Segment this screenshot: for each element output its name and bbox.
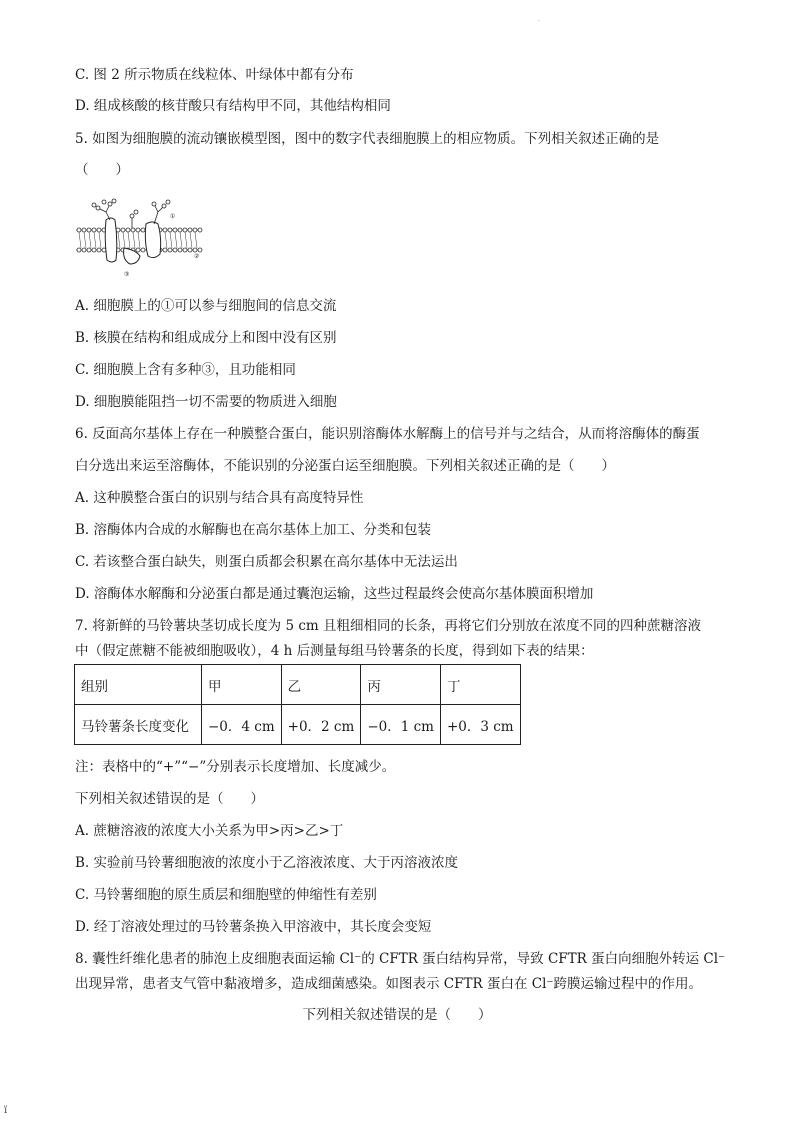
lipid-heads-lower bbox=[77, 248, 202, 252]
q6-stem-line2: 白分选出来运至溶酶体，不能识别的分泌蛋白运至细胞膜。下列相关叙述正确的是（ ） bbox=[75, 458, 615, 474]
q5-option-d: D. 细胞膜能阻挡一切不需要的物质进入细胞 bbox=[75, 394, 337, 410]
q7-option-d: D. 经丁溶液处理过的马铃薯条换入甲溶液中，其长度会变短 bbox=[75, 919, 432, 935]
q6-option-c: C. 若该整合蛋白缺失，则蛋白质都会积累在高尔基体中无法运出 bbox=[75, 554, 458, 570]
q6-option-d: D. 溶酶体水解酶和分泌蛋白都是通过囊泡运输，这些过程最终会使高尔基体膜面积增加 bbox=[75, 586, 594, 602]
membrane-proteins bbox=[105, 218, 160, 264]
table-cell: 乙 bbox=[281, 665, 361, 705]
q5-option-c: C. 细胞膜上含有多种③，且功能相同 bbox=[75, 362, 296, 378]
table-cell: 组别 bbox=[75, 665, 202, 705]
fluid-mosaic-membrane-figure bbox=[74, 198, 206, 282]
table-header-row bbox=[75, 665, 521, 705]
q5-option-a: A. 细胞膜上的①可以参与细胞间的信息交流 bbox=[75, 298, 337, 314]
q8-stem-line2: 出现异常，患者支气管中黏液增多，造成细菌感染。如图表示 CFTR 蛋白在 Cl⁻跨膜运输过程中的作用。 bbox=[75, 976, 703, 992]
table-cell: +0．3 cm bbox=[440, 705, 520, 745]
q7-stem-line2: 中（假定蔗糖不能被细胞吸收），4 h 后测量每组马铃薯条的长度，得到如下表的结果： bbox=[75, 643, 594, 659]
q7-option-c: C. 马铃薯细胞的原生质层和细胞壁的伸缩性有差别 bbox=[75, 887, 377, 903]
table-cell: +0．2 cm bbox=[281, 705, 361, 745]
q7-table-note: 注：表格中的“+”“−”分别表示长度增加、长度减少。 bbox=[75, 759, 396, 775]
q5-answer-bracket: （ ） bbox=[75, 162, 129, 178]
corner-mark: ï bbox=[4, 1105, 8, 1116]
q4-option-d: D. 组成核酸的核苷酸只有结构甲不同，其他结构相同 bbox=[75, 98, 391, 114]
q8-stem-line1: 8. 囊性纤维化患者的肺泡上皮细胞表面运输 Cl⁻的 CFTR 蛋白结构异常，导致 CFTR 蛋白向细胞外转运 Cl⁻ bbox=[75, 951, 726, 967]
q6-stem-line1: 6. 反面高尔基体上存在一种膜整合蛋白，能识别溶酶体水解酶上的信号并与之结合，从而将溶酶体的酶蛋 bbox=[75, 426, 700, 442]
q6-option-b: B. 溶酶体内合成的水解酶也在高尔基体上加工、分类和包装 bbox=[75, 522, 432, 538]
potato-strip-length-table bbox=[74, 664, 521, 745]
q7-stem-line1: 7. 将新鲜的马铃薯块茎切成长度为 5 cm 且粗细相同的长条，再将它们分别放在浓度不同的四种蔗糖溶液 bbox=[75, 618, 701, 634]
q7-option-a: A. 蔗糖溶液的浓度大小关系为甲>丙>乙>丁 bbox=[75, 823, 344, 839]
table-cell: 丙 bbox=[361, 665, 441, 705]
q6-option-a: A. 这种膜整合蛋白的识别与结合具有高度特异性 bbox=[75, 490, 364, 506]
lipid-tails bbox=[79, 232, 197, 248]
table-cell: −0．4 cm bbox=[202, 705, 282, 745]
table-cell: 丁 bbox=[440, 665, 520, 705]
q5-option-b: B. 核膜在结构和组成成分上和图中没有区别 bbox=[75, 330, 337, 346]
q4-option-c: C. 图 2 所示物质在线粒体、叶绿体中都有分布 bbox=[75, 67, 354, 83]
figure-label-2: ② bbox=[194, 253, 200, 260]
q5-stem: 5. 如图为细胞膜的流动镶嵌模型图，图中的数字代表细胞膜上的相应物质。下列相关叙述正确的是 bbox=[75, 131, 660, 147]
table-cell: 甲 bbox=[202, 665, 282, 705]
figure-label-1: ① bbox=[170, 213, 176, 220]
table-row bbox=[75, 705, 521, 745]
table-cell: 马铃薯条长度变化 bbox=[75, 705, 202, 745]
table-cell: −0．1 cm bbox=[361, 705, 441, 745]
figure-label-3: ③ bbox=[124, 271, 130, 278]
q7-question: 下列相关叙述错误的是（ ） bbox=[75, 791, 264, 807]
phospholipid-bilayer bbox=[76, 228, 202, 252]
top-dot: . bbox=[538, 16, 540, 23]
q7-option-b: B. 实验前马铃薯细胞液的浓度小于乙溶液浓度、大于丙溶液浓度 bbox=[75, 855, 459, 871]
q8-question: 下列相关叙述错误的是（ ） bbox=[302, 1007, 492, 1023]
lipid-heads-upper bbox=[77, 228, 202, 232]
